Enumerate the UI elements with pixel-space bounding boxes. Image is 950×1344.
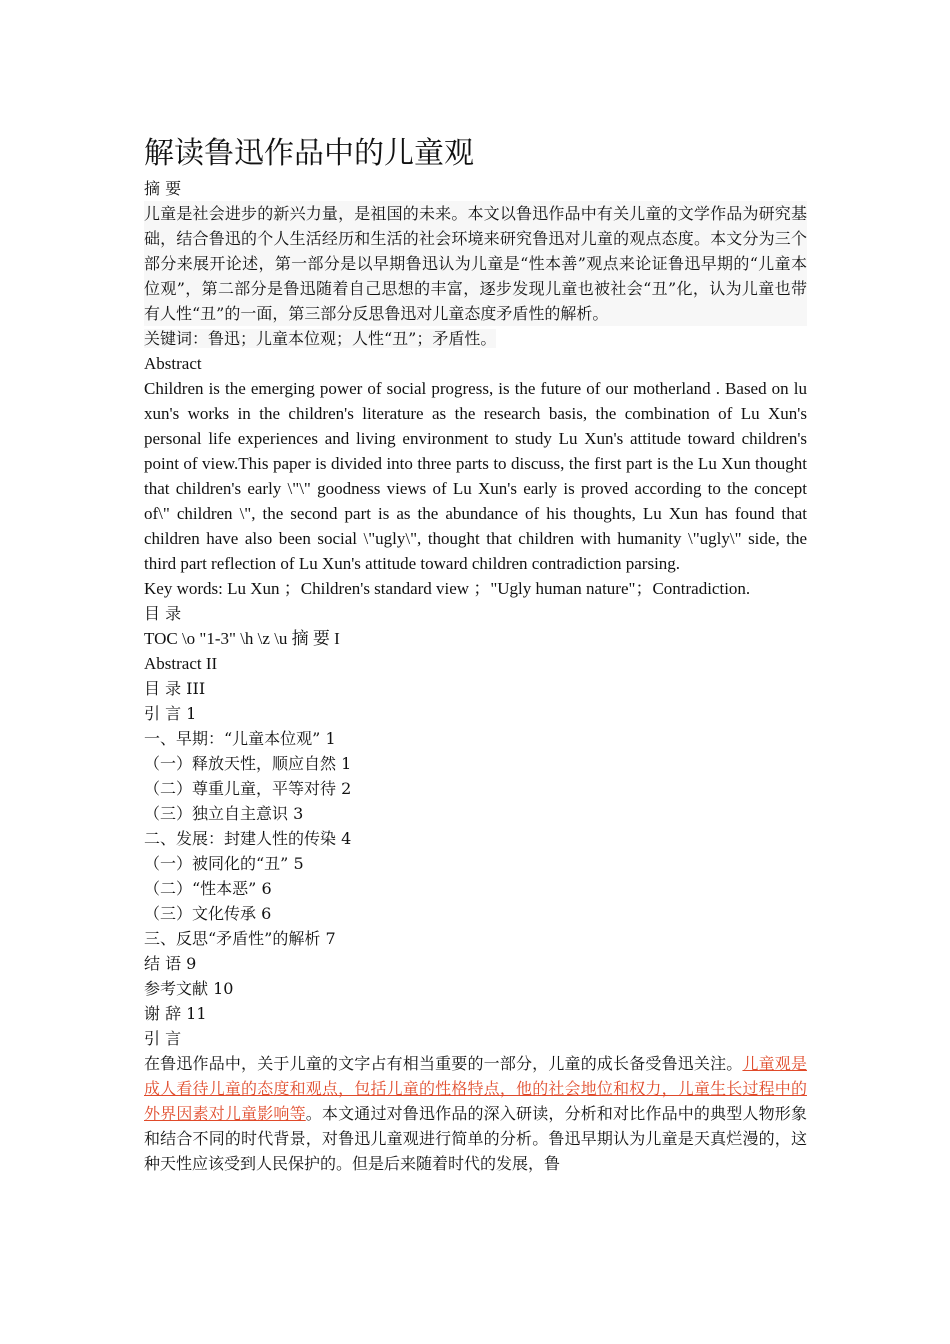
abstract-cn-text: 儿童是社会进步的新兴力量，是祖国的未来。本文以鲁迅作品中有关儿童的文学作品为研究基础，结合鲁迅的个人生活经历和生活的社会环境来研究鲁迅对儿童的观点态度。本文分为三个部分来展开论述，第一部分是以早期鲁迅认为儿童是“性本善”观点来论证鲁迅早期的“儿童本位观”，第二部分是鲁迅随着自己思想的丰富，逐步发现儿童也被社会“丑”化，认为儿童也带有人性“丑”的一面，第三部分反思鲁迅对儿童态度矛盾性的解析。 — [144, 201, 807, 326]
intro-paragraph — [144, 1051, 807, 1176]
toc-entry[interactable]: 参考文献 10 — [144, 979, 234, 998]
table-of-contents — [144, 626, 807, 1026]
toc-entry[interactable]: （一）被同化的“丑” 5 — [144, 854, 304, 873]
intro-text-end: 。本文通过对鲁迅作品的深入研读，分析和对比作品中的典型人物形象和结合不同的时代背景，对鲁迅儿童观进行简单的分析。鲁迅早期认为儿童是天真烂漫的，这种天性应该受到人民保护的。但是后来随着时代的发展，鲁 — [144, 1104, 807, 1173]
abstract-en-heading: Abstract — [144, 354, 202, 373]
toc-entry[interactable]: 二、发展：封建人性的传染 4 — [144, 829, 352, 848]
toc-entry[interactable]: 三、反思“矛盾性”的解析 7 — [144, 929, 336, 948]
toc-entry[interactable]: 引 言 1 — [144, 704, 197, 723]
toc-entry[interactable]: 结 语 9 — [144, 954, 197, 973]
toc-entry[interactable]: （二）尊重儿童，平等对待 2 — [144, 779, 352, 798]
intro-highlighted-link[interactable]: 儿童观是成人看待儿童的态度和观点，包括儿童的性格特点，他的社会地位和权力，儿童生长过程中的外界因素对儿童影响等 — [144, 1054, 807, 1123]
toc-entry[interactable]: （三）独立自主意识 3 — [144, 804, 304, 823]
keywords-cn — [144, 326, 807, 351]
toc-entry[interactable]: Abstract II — [144, 654, 218, 673]
toc-entry[interactable]: （二）“性本恶” 6 — [144, 879, 272, 898]
toc-entry[interactable]: 目 录 III — [144, 679, 206, 698]
toc-entry[interactable]: （一）释放天性，顺应自然 1 — [144, 754, 352, 773]
keywords-cn-text: 关键词：鲁迅；儿童本位观；人性“丑”；矛盾性。 — [144, 329, 497, 348]
toc-entry[interactable]: （三）文化传承 6 — [144, 904, 272, 923]
abstract-en-body: Children is the emerging power of social progress, is the future of our motherland . Based on lu xun's works in the children's literature as the research basis, the combination of Lu Xun's personal life experiences and living environment to study Lu Xun's attitude toward children's point of view.This paper is divided into three parts to discuss, the first part is the Lu Xun thought that children's early \"\" goodness views of Lu Xun's early is proved according to the concept of\" children \", the second part is as the abundance of his thoughts, Lu Xun has found that children have also been social \"ugly\", thought that children with humanity \"ugly\" side, the third part reflection of Lu Xun's attitude toward children contradiction parsing. — [144, 379, 807, 573]
toc-entry[interactable]: 谢 辞 11 — [144, 1004, 207, 1023]
document-page — [144, 128, 807, 1176]
toc-entry[interactable]: TOC \o "1-3" \h \z \u 摘 要 I — [144, 629, 340, 648]
abstract-cn-heading: 摘 要 — [144, 179, 182, 198]
toc-entry[interactable]: 一、早期：“儿童本位观” 1 — [144, 729, 336, 748]
keywords-en: Key words: Lu Xun ；Children's standard view ；"Ugly human nature"；Contradiction. — [144, 579, 751, 598]
toc-heading: 目 录 — [144, 604, 182, 623]
intro-text-start: 在鲁迅作品中，关于儿童的文字占有相当重要的一部分，儿童的成长备受鲁迅关注。 — [144, 1054, 743, 1073]
document-title: 解读鲁迅作品中的儿童观 — [144, 136, 474, 171]
intro-heading: 引 言 — [144, 1029, 182, 1048]
